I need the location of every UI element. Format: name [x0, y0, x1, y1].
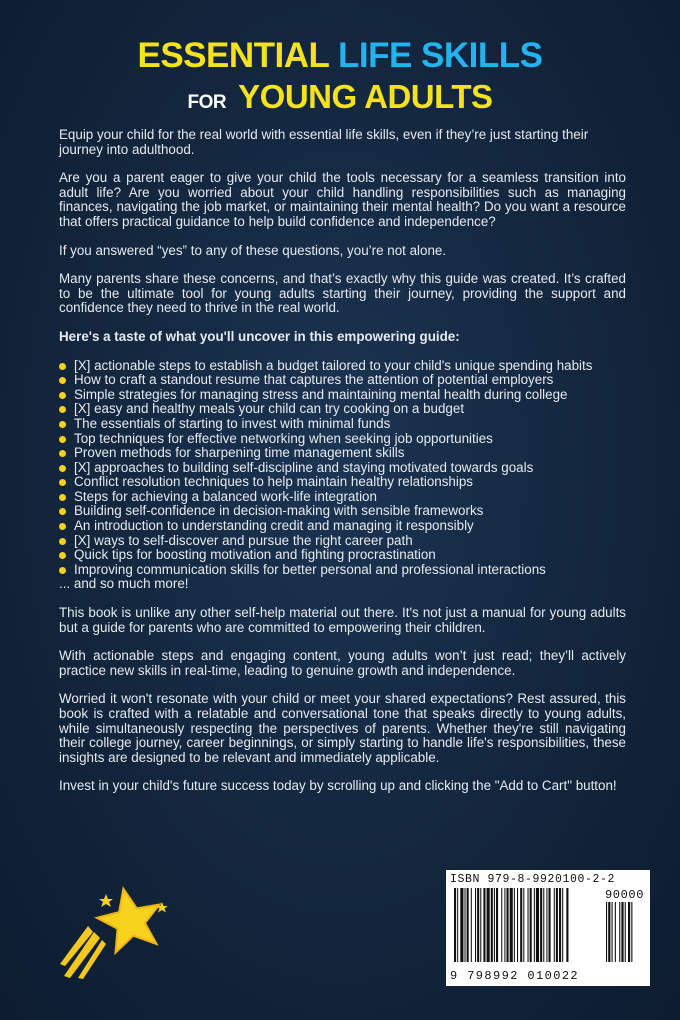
isbn-number: ISBN 979-8-9920100-2-2: [450, 873, 616, 886]
benefits-list: [59, 359, 626, 578]
title-word-life-skills: LIFE SKILLS: [338, 36, 543, 75]
price-code: 90000: [604, 888, 644, 902]
title-word-essential: ESSENTIAL: [137, 36, 329, 75]
worried-paragraph: Worried it won't resonate with your child or meet your shared expectations? Rest assured, this book is crafted with a relatable and conversational tone that speaks directly to young adults, while simultaneously respecting the perspectives of parents. Whether they're still navigating their college journey, career beginnings, or simply starting to handle life's responsibilities, these insights are designed to be relevant and immediately applicable.: [59, 691, 626, 765]
list-item: The essentials of starting to invest with minimal funds: [59, 417, 626, 432]
taste-heading: Here's a taste of what you'll uncover in this empowering guide:: [59, 328, 460, 344]
unlike-paragraph: This book is unlike any other self-help material out there. It's not just a manual for young adults but a guide for parents who are committed to empowering their children.: [59, 605, 626, 635]
list-item: [X] ways to self-discover and pursue the right career path: [59, 534, 626, 549]
title-line-2: [0, 78, 680, 122]
questions-paragraph: Are you a parent eager to give your child the tools necessary for a seamless transition into adult life? Are you worried about your child handling responsibilities such as managing finances, navigating the job market, or maintaining their mental health? Do you want a resource that offers practical guidance to help build confidence and independence?: [59, 170, 626, 229]
barcode-bars: [452, 888, 644, 968]
list-item: [X] actionable steps to establish a budget tailored to your child's unique spending habits: [59, 359, 626, 374]
invest-paragraph: Invest in your child's future success today by scrolling up and clicking the "Add to Cart" button!: [59, 778, 617, 794]
list-item: [X] easy and healthy meals your child can try cooking on a budget: [59, 402, 626, 417]
list-item: Simple strategies for managing stress and maintaining mental health during college: [59, 388, 626, 403]
shooting-star-icon: [56, 880, 176, 980]
list-item: Proven methods for sharpening time management skills: [59, 446, 626, 461]
title-word-young-adults: YOUNG ADULTS: [238, 78, 493, 115]
list-item: Conflict resolution techniques to help maintain healthy relationships: [59, 475, 626, 490]
book-title: [0, 36, 680, 122]
list-item: Top techniques for effective networking when seeking job opportunities: [59, 432, 626, 447]
ean-digits: 9 798992 010022: [450, 969, 580, 983]
list-item: Quick tips for boosting motivation and fighting procrastination: [59, 548, 626, 563]
intro-paragraph: Equip your child for the real world with essential life skills, even if they’re just starting their journey into adulthood.: [59, 127, 589, 157]
list-item: [X] approaches to building self-discipline and staying motivated towards goals: [59, 461, 626, 476]
actionable-paragraph: With actionable steps and engaging content, young adults won’t just read; they’ll actively practice new skills in real-time, leading to genuine growth and independence.: [59, 648, 626, 678]
isbn-barcode: [446, 870, 650, 986]
and-more-text: ... and so much more!: [59, 576, 189, 592]
title-line-1: [0, 36, 680, 76]
list-item: Improving communication skills for better personal and professional interactions: [59, 563, 626, 578]
list-item: An introduction to understanding credit and managing it responsibly: [59, 519, 626, 534]
list-item: How to craft a standout resume that captures the attention of potential employers: [59, 373, 626, 388]
title-word-for: FOR: [187, 92, 227, 113]
back-cover-copy: [59, 128, 626, 808]
list-item: Building self-confidence in decision-making with sensible frameworks: [59, 504, 626, 519]
list-item: Steps for achieving a balanced work-life integration: [59, 490, 626, 505]
concerns-paragraph: Many parents share these concerns, and that’s exactly why this guide was created. It’s crafted to be the ultimate tool for young adults starting their journey, providing the support and confidence they need to thrive in the real world.: [59, 271, 626, 316]
answered-paragraph: If you answered “yes” to any of these questions, you’re not alone.: [59, 242, 447, 258]
